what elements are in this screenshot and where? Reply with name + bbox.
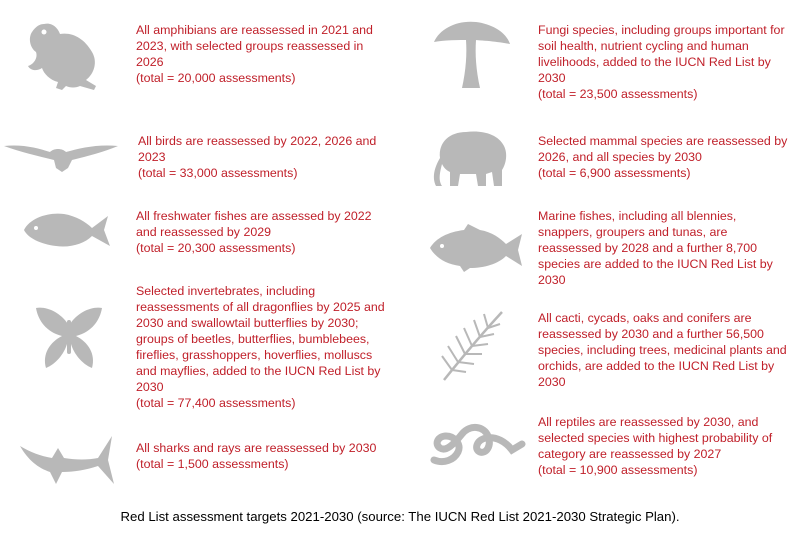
- fungi-total: (total = 23,500 assessments): [538, 87, 698, 101]
- freshwater-total: (total = 20,300 assessments): [136, 241, 296, 255]
- marine-text: Marine fishes, including all blennies, snappers, groupers and tunas, are reassessed by 2028 and a further 8,700 species are added to the IUCN Red List by 2030: [538, 209, 773, 287]
- amphibians-total: (total = 20,000 assessments): [136, 71, 296, 85]
- birds-text: All birds are reassessed by 2022, 2026 and 2023 (total = 33,000 assessments): [138, 133, 388, 181]
- invertebrates-text: Selected invertebrates, including reassessments of all dragonflies by 2025 and 2030 and swallowtail butterflies by 2030; groups of beetles, butterflies, bumblebees, fireflies, grasshoppers, hoverflies, molluscs and mayflies, added to the IUCN Red List by 2030 (total = 77,400 assessments): [136, 283, 396, 411]
- leaf-icon: [438, 308, 508, 384]
- butterfly-icon: [32, 304, 106, 372]
- mammals-total: (total = 6,900 assessments): [538, 166, 691, 180]
- mushroom-icon: [430, 18, 514, 92]
- shark-icon: [18, 432, 116, 490]
- sharks-total: (total = 1,500 assessments): [136, 457, 289, 471]
- marine-fish-icon: [428, 222, 524, 272]
- figure-caption: Red List assessment targets 2021-2030 (source: The IUCN Red List 2021-2030 Strategic Plan).: [120, 509, 680, 524]
- reptiles-text: All reptiles are reassessed by 2030, and selected species with highest probability of category are reassessed by 2027 (total = 10,900 assessments): [538, 414, 793, 478]
- fish-icon: [20, 208, 112, 252]
- mammals-text: Selected mammal species are reassessed by 2026, and all species by 2030 (total = 6,900 assessments): [538, 134, 788, 180]
- sharks-text: All sharks and rays are reassessed by 2030 (total = 1,500 assessments): [136, 440, 391, 472]
- invertebrates-total: (total = 77,400 assessments): [136, 396, 296, 410]
- plants-text: All cacti, cycads, oaks and conifers are reassessed by 2030 and a further 56,500 species, including trees, medicinal plants and orchids, are added to the IUCN Red List by 2030: [538, 311, 787, 389]
- bird-icon: [2, 138, 120, 174]
- elephant-icon: [430, 128, 514, 188]
- birds-total: (total = 33,000 assessments): [138, 166, 298, 180]
- frog-icon: [22, 22, 104, 92]
- freshwater-text: All freshwater fishes are assessed by 2022 and reassessed by 2029 (total = 20,300 assessments): [136, 208, 391, 256]
- amphibians-text: All amphibians are reassessed in 2021 and 2023, with selected groups reassessed in 2026 (total = 20,000 assessments): [136, 22, 391, 86]
- fungi-text: Fungi species, including groups important for soil health, nutrient cycling and human livelihoods, added to the IUCN Red List by 2030 (total = 23,500 assessments): [538, 22, 788, 102]
- snake-icon: [428, 422, 526, 468]
- reptiles-total: (total = 10,900 assessments): [538, 463, 698, 477]
